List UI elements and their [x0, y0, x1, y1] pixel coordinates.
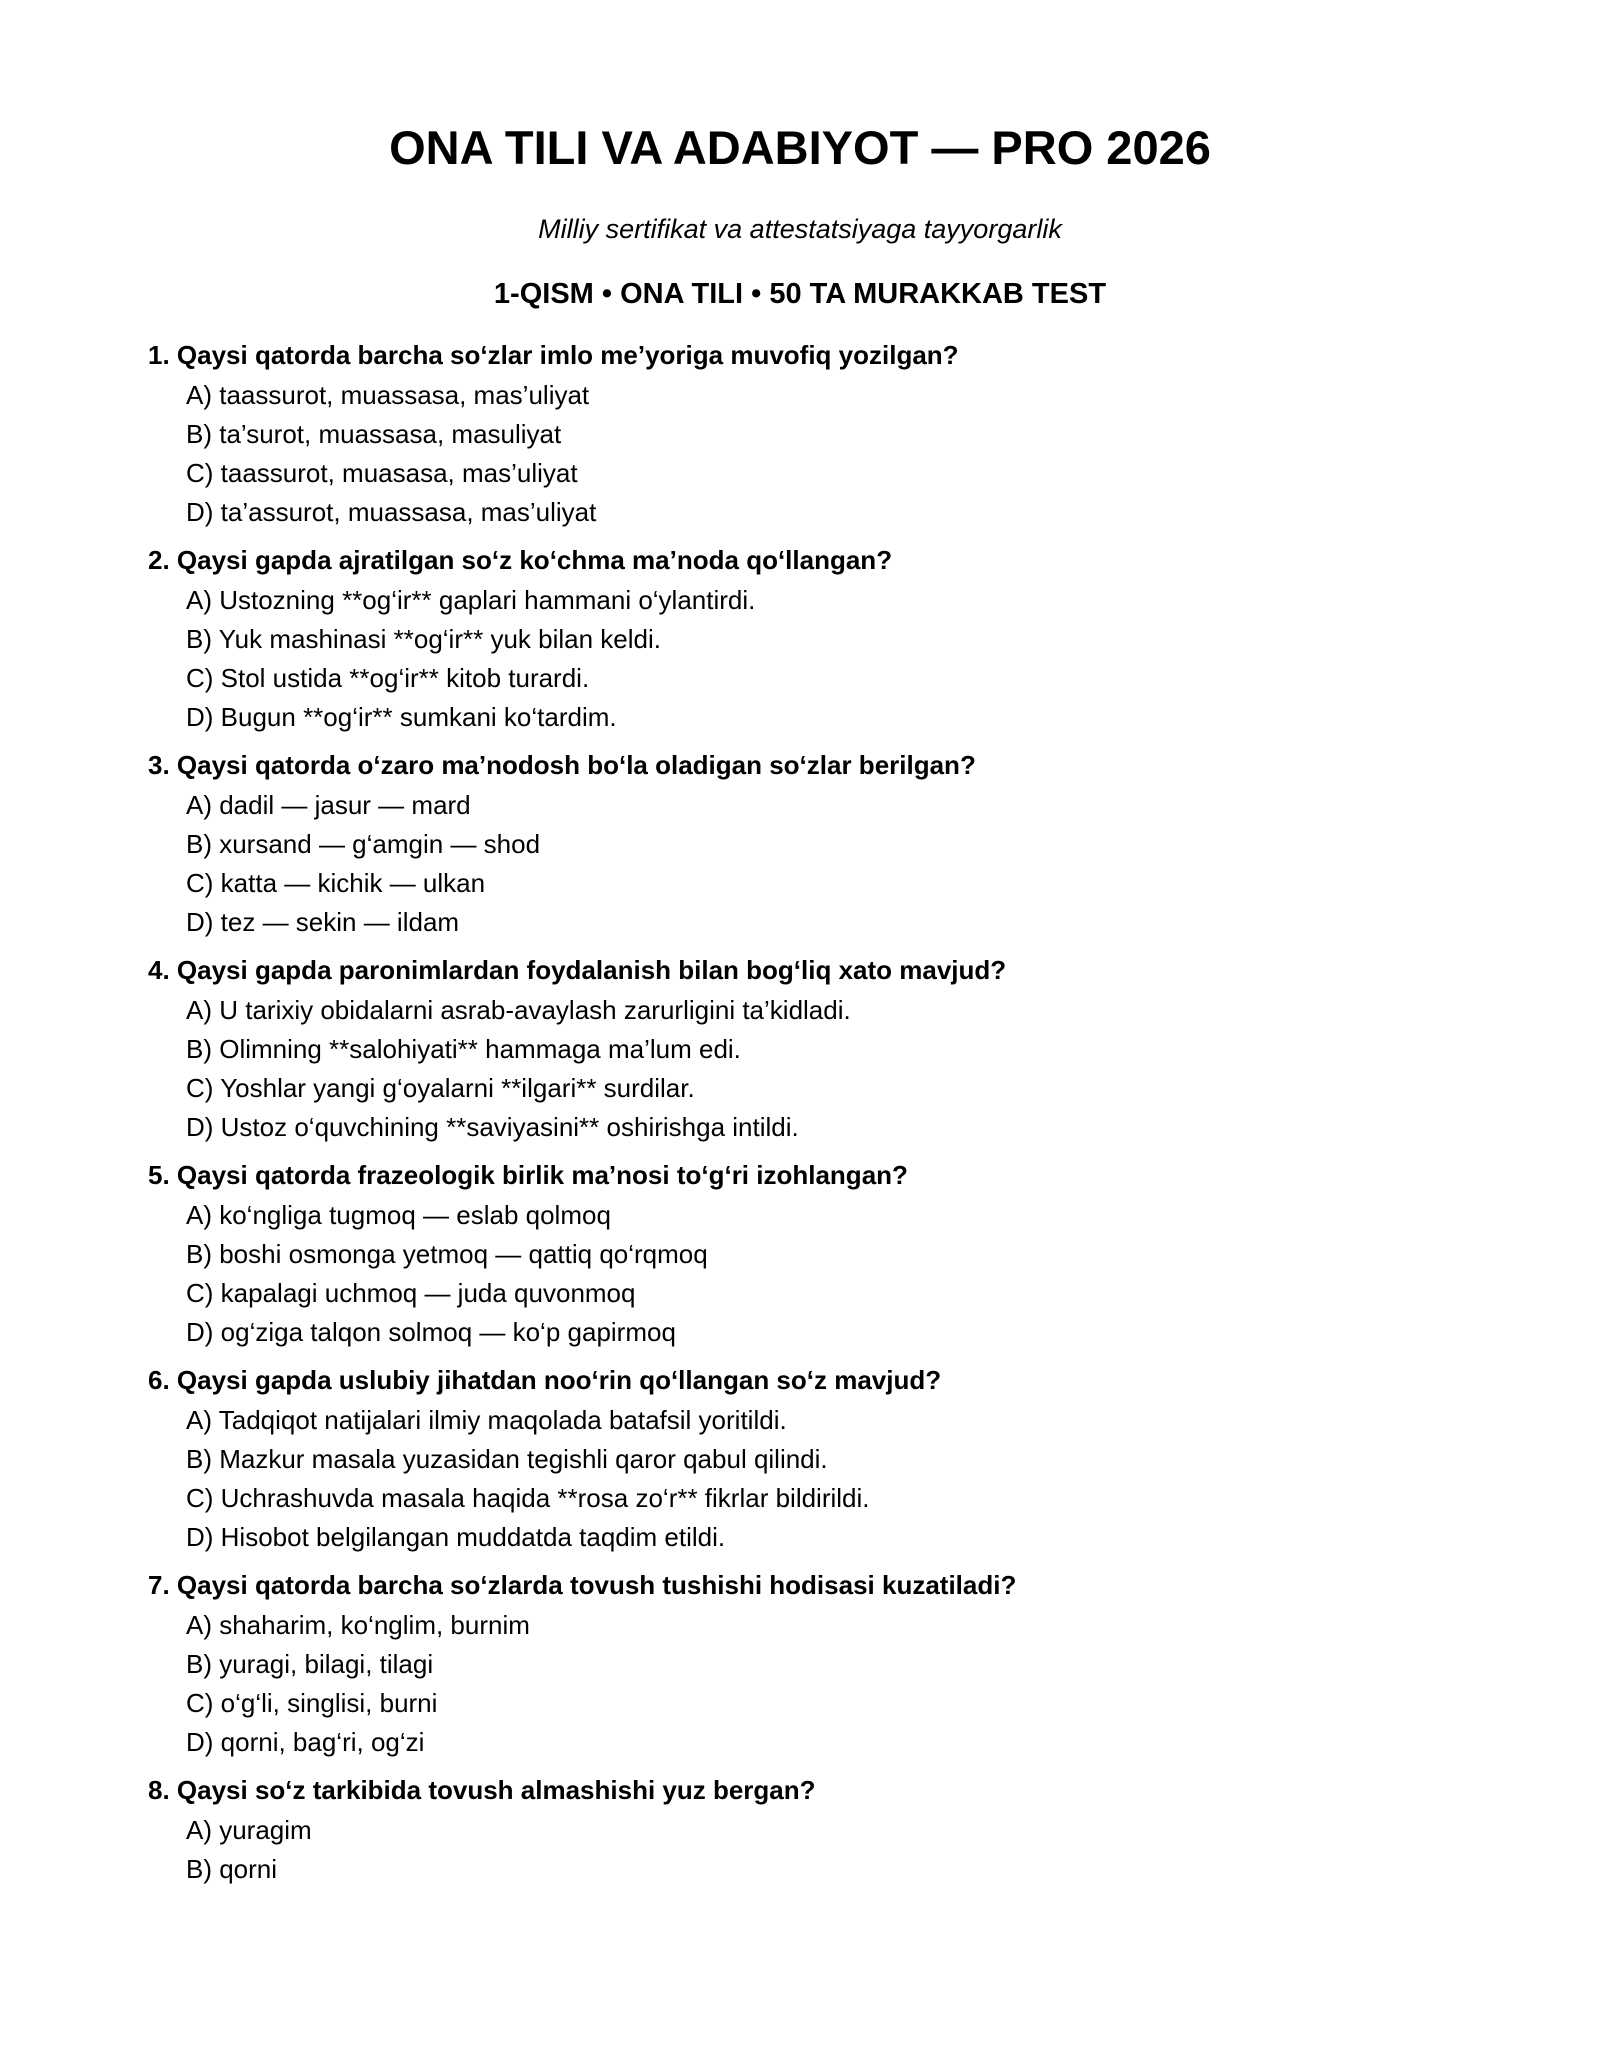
option-d: D) Bugun **og‘ir** sumkani ko‘tardim.: [186, 702, 617, 732]
option-c: C) Yoshlar yangi g‘oyalarni **ilgari** surdilar.: [186, 1073, 695, 1103]
option-b: B) yuragi, bilagi, tilagi: [186, 1649, 434, 1679]
option-b: B) Olimning **salohiyati** hammaga ma’lum edi.: [186, 1034, 741, 1064]
option-list: [148, 376, 1600, 532]
question-text: 8. Qaysi so‘z tarkibida tovush almashishi yuz bergan?: [148, 1775, 816, 1805]
option-d: D) og‘ziga talqon solmoq — ko‘p gapirmoq: [186, 1317, 676, 1347]
option-c: C) kapalagi uchmoq — juda quvonmoq: [186, 1278, 636, 1308]
question-text: 3. Qaysi qatorda o‘zaro ma’nodosh bo‘la oladigan so‘zlar berilgan?: [148, 750, 976, 780]
question-text: 4. Qaysi gapda paronimlardan foydalanish bilan bog‘liq xato mavjud?: [148, 955, 1007, 985]
question-text: 5. Qaysi qatorda frazeologik birlik ma’nosi to‘g‘ri izohlangan?: [148, 1160, 908, 1190]
option-c: C) katta — kichik — ulkan: [186, 868, 486, 898]
option-a: A) taassurot, muassasa, mas’uliyat: [186, 380, 590, 410]
option-list: [148, 581, 1600, 737]
question-3: [148, 748, 1600, 942]
option-d: D) Ustoz o‘quvchining **saviyasini** oshirishga intildi.: [186, 1112, 799, 1142]
option-b: B) boshi osmonga yetmoq — qattiq qo‘rqmoq: [186, 1239, 708, 1269]
option-c: C) o‘g‘li, singlisi, burni: [186, 1688, 438, 1718]
option-a: A) Tadqiqot natijalari ilmiy maqolada batafsil yoritildi.: [186, 1405, 787, 1435]
option-list: [148, 1196, 1600, 1352]
option-list: [148, 1401, 1600, 1557]
question-text: 6. Qaysi gapda uslubiy jihatdan noo‘rin qo‘llangan so‘z mavjud?: [148, 1365, 942, 1395]
question-2: [148, 543, 1600, 737]
option-a: A) Ustozning **og‘ir** gaplari hammani o‘ylantirdi.: [186, 585, 756, 615]
option-d: D) ta’assurot, muassasa, mas’uliyat: [186, 497, 597, 527]
option-b: B) Yuk mashinasi **og‘ir** yuk bilan keldi.: [186, 624, 661, 654]
option-d: D) tez — sekin — ildam: [186, 907, 460, 937]
option-c: C) taassurot, muasasa, mas’uliyat: [186, 458, 578, 488]
option-a: A) ko‘ngliga tugmoq — eslab qolmoq: [186, 1200, 611, 1230]
option-list: [148, 786, 1600, 942]
document-subtitle: Milliy sertifikat va attestatsiyaga tayyorgarlik: [538, 214, 1062, 244]
document-title: ONA TILI VA ADABIYOT — PRO 2026: [389, 121, 1211, 174]
option-b: B) ta’surot, muassasa, masuliyat: [186, 419, 562, 449]
question-6: [148, 1363, 1600, 1557]
question-5: [148, 1158, 1600, 1352]
option-c: C) Stol ustida **og‘ir** kitob turardi.: [186, 663, 590, 693]
option-d: D) Hisobot belgilangan muddatda taqdim etildi.: [186, 1522, 726, 1552]
option-b: B) Mazkur masala yuzasidan tegishli qaror qabul qilindi.: [186, 1444, 828, 1474]
question-list: [148, 338, 1600, 1889]
question-1: [148, 338, 1600, 532]
option-list: [148, 1606, 1600, 1762]
question-7: [148, 1568, 1600, 1762]
question-text: 1. Qaysi qatorda barcha so‘zlar imlo me’yoriga muvofiq yozilgan?: [148, 340, 959, 370]
option-list: [148, 991, 1600, 1147]
question-text: 2. Qaysi gapda ajratilgan so‘z ko‘chma ma’noda qo‘llangan?: [148, 545, 893, 575]
option-b: B) qorni: [186, 1854, 278, 1884]
option-a: A) dadil — jasur — mard: [186, 790, 471, 820]
option-d: D) qorni, bag‘ri, og‘zi: [186, 1727, 425, 1757]
option-list: [148, 1811, 1600, 1889]
question-4: [148, 953, 1600, 1147]
option-a: A) U tarixiy obidalarni asrab-avaylash zarurligini ta’kidladi.: [186, 995, 851, 1025]
question-text: 7. Qaysi qatorda barcha so‘zlarda tovush tushishi hodisasi kuzatiladi?: [148, 1570, 1017, 1600]
option-b: B) xursand — g‘amgin — shod: [186, 829, 541, 859]
question-8: [148, 1773, 1600, 1889]
option-c: C) Uchrashuvda masala haqida **rosa zo‘r** fikrlar bildirildi.: [186, 1483, 870, 1513]
option-a: A) yuragim: [186, 1815, 312, 1845]
option-a: A) shaharim, ko‘nglim, burnim: [186, 1610, 530, 1640]
section-heading: 1-QISM • ONA TILI • 50 TA MURAKKAB TEST: [493, 278, 1107, 310]
